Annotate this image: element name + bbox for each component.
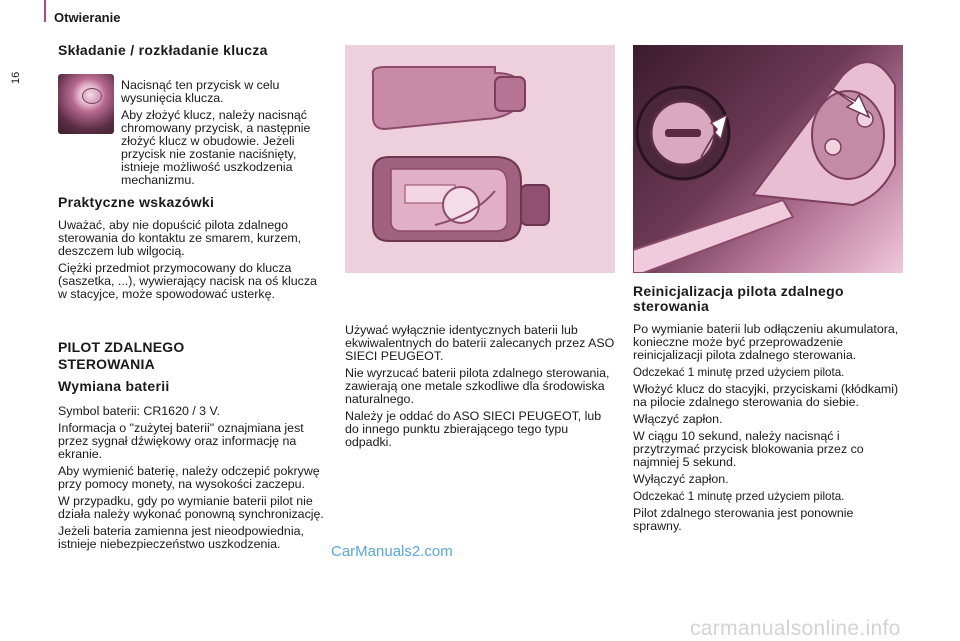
fold-paragraph-2	[121, 109, 328, 187]
battery-paragraph-1: Symbol baterii: CR1620 / 3 V.	[58, 404, 221, 418]
disposal-paragraph-3: Należy je oddać do ASO SIECI PEUGEOT, lub do innego punktu zbierającego tego typu odpadki.	[345, 409, 602, 449]
tips-paragraph-2: Ciężki przedmiot przymocowany do klucza (saszetka, ...), wywierający nacisk na oś klucza w stacyjce, może spowodować usterkę.	[58, 261, 317, 301]
watermark-carmanuals2[interactable]: CarManuals2.com	[331, 543, 453, 560]
reinit-text	[633, 323, 905, 533]
battery-paragraph-2: Informacja o "zużytej baterii" oznajmiana jest przez sygnał dźwiękowy oraz informację na ekranie.	[58, 421, 304, 461]
section-marker-line	[44, 0, 46, 22]
reinit-paragraph-3: Włożyć klucz do stacyjki, przyciskami (kłódkami) na pilocie zdalnego sterowania do siebie.	[633, 382, 899, 409]
reinit-paragraph-5: W ciągu 10 sekund, należy nacisnąć i przytrzymać przycisk blokowania przez co najmniej 5 sekund.	[633, 429, 864, 469]
tips-text	[58, 219, 318, 301]
disposal-paragraph-1: Używać wyłącznie identycznych baterii lub ekwiwalentnych do baterii zalecanych przez ASO SIECI PEUGEOT.	[345, 323, 615, 363]
battery-title: Wymiana baterii	[58, 378, 170, 394]
fold-text-1	[121, 79, 326, 105]
remote-section-title: PILOT ZDALNEGO STEROWANIA	[58, 339, 185, 372]
battery-disposal-text	[345, 324, 615, 449]
fold-paragraph-2-text: Aby złożyć klucz, należy nacisnąć chromowany przycisk, a następnie złożyć klucz w obudowie. Jeżeli przycisk nie zostanie naciśnięty, istnieje możliwość uszkodzenia mechanizmu.	[121, 108, 311, 187]
reinit-paragraph-7: Odczekać 1 minutę przed użyciem pilota.	[633, 490, 845, 503]
tips-paragraph-1: Uważać, aby nie dopuścić pilota zdalnego sterowania do kontaktu ze smarem, kurzem, deszczem lub wilgocią.	[58, 218, 302, 258]
fold-title: Składanie / rozkładanie klucza	[58, 42, 268, 58]
reinit-paragraph-1: Po wymianie baterii lub odłączeniu akumulatora, konieczne może być przeprowadzenie reinicjalizacji pilota zdalnego sterowania.	[633, 322, 899, 362]
battery-paragraph-4: W przypadku, gdy po wymianie baterii pilot nie działa należy wykonać ponowną synchronizację.	[58, 494, 324, 521]
fold-text-2	[58, 109, 328, 187]
key-ignition-graphic	[633, 45, 903, 273]
fold-paragraph-1: Nacisnąć ten przycisk w celu wysunięcia klucza.	[121, 78, 280, 105]
disposal-paragraph-2: Nie wyrzucać baterii pilota zdalnego sterowania, zawierają one metale szkodliwe dla środowiska naturalnego.	[345, 366, 610, 406]
section-title: Otwieranie	[54, 10, 121, 25]
reinit-paragraph-8: Pilot zdalnego sterowania jest ponownie sprawny.	[633, 506, 854, 533]
reinit-paragraph-6: Wyłączyć zapłon.	[633, 472, 729, 486]
battery-paragraph-3: Aby wymienić baterię, należy odczepić pokrywę przy pomocy monety, na wysokości zaczepu.	[58, 464, 320, 491]
key-ignition-illustration	[633, 45, 903, 273]
tips-title: Praktyczne wskazówki	[58, 194, 215, 210]
battery-text	[58, 405, 328, 551]
key-release-button-icon	[82, 88, 102, 104]
key-fob-battery-illustration	[345, 45, 615, 273]
open-key-fob-graphic	[345, 45, 615, 273]
reinit-title: Reinicjalizacja pilota zdalnego sterowania	[633, 283, 844, 314]
reinit-paragraph-4: Włączyć zapłon.	[633, 412, 723, 426]
watermark-carmanualsonline[interactable]: carmanualsonline.info	[690, 617, 901, 640]
page-number: 16	[10, 71, 22, 84]
reinit-paragraph-2: Odczekać 1 minutę przed użyciem pilota.	[633, 366, 845, 379]
battery-paragraph-5: Jeżeli bateria zamienna jest nieodpowiednia, istnieje niebezpieczeństwo uszkodzenia.	[58, 524, 304, 551]
